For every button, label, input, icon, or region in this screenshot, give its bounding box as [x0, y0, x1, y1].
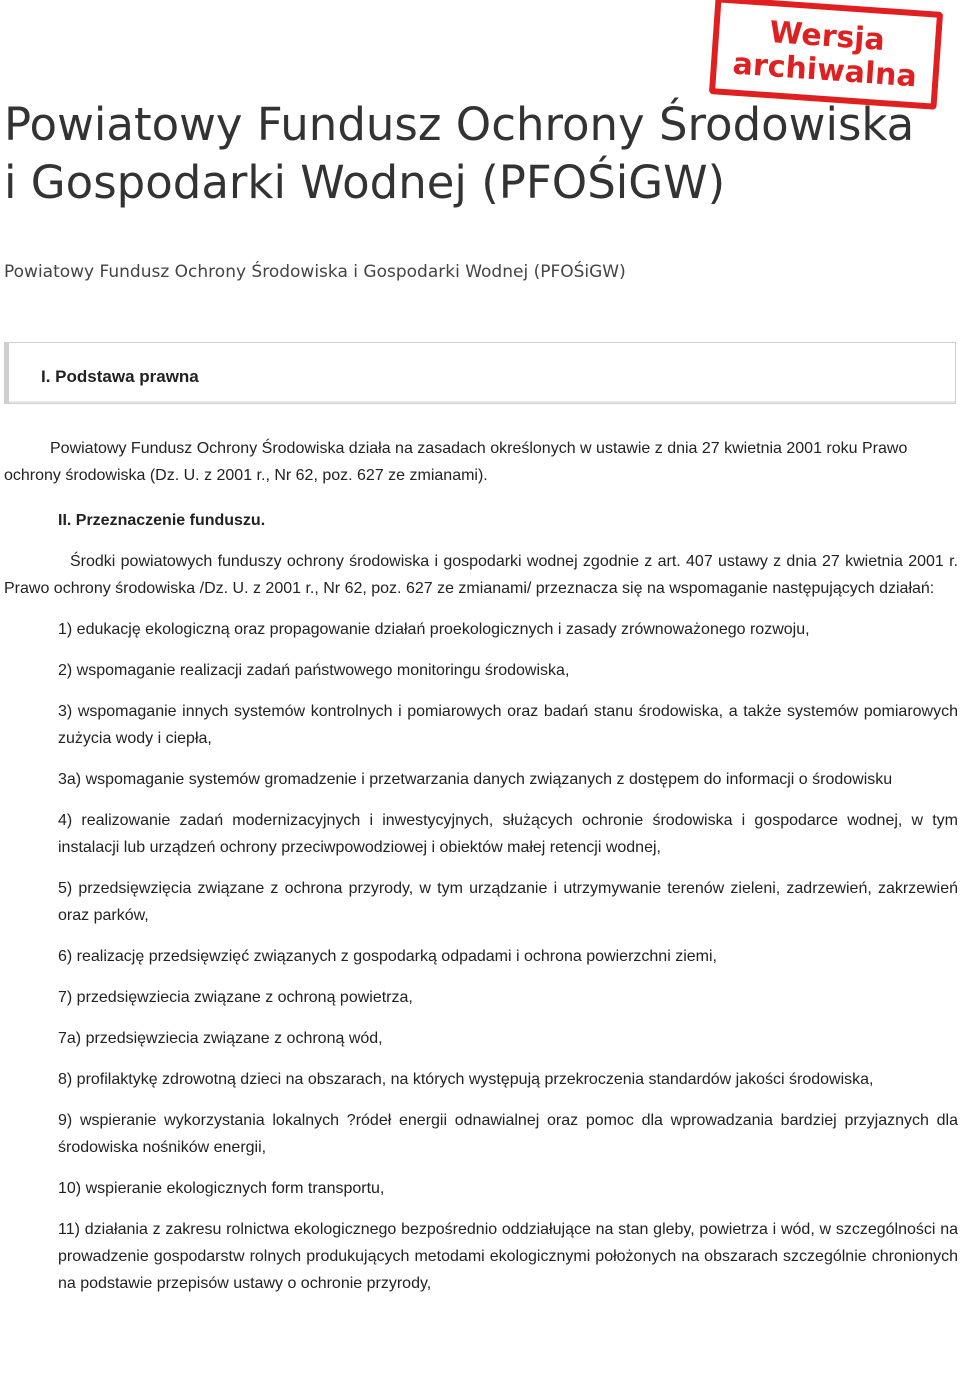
document-content: [4, 435, 958, 1311]
list-item: 3a) wspomaganie systemów gromadzenie i przetwarzania danych związanych z dostępem do informacji o środowisku: [58, 771, 893, 788]
list-item: 5) przedsięwzięcia związane z ochrona przyrody, w tym urządzanie i utrzymywanie terenów zieleni, zadrzewień, zakrzewień oraz parków,: [58, 880, 958, 924]
purpose-intro-text: Środki powiatowych funduszy ochrony środowiska i gospodarki wodnej zgodnie z art. 407 ustawy z dnia 27 kwietnia 2001 r. Prawo ochrony środowiska /Dz. U. z 2001 r., Nr 62, poz. 627 ze zmianami/ przeznacza się na wspomaganie następujących działań:: [4, 553, 958, 597]
archive-stamp: [709, 0, 943, 110]
purpose-list: [4, 616, 958, 1297]
page-title-line-1: Powiatowy Fundusz Ochrony Środowiska: [4, 98, 915, 151]
list-item: 7a) przedsięwziecia związane z ochroną wód,: [58, 1030, 383, 1047]
list-item: 8) profilaktykę zdrowotną dzieci na obszarach, na których występują przekroczenia standardów jakości środowiska,: [58, 1071, 874, 1088]
section-heading-legal-basis: I. Podstawa prawna: [41, 367, 199, 386]
list-item: 7) przedsięwziecia związane z ochroną powietrza,: [58, 989, 413, 1006]
page-subtitle: Powiatowy Fundusz Ochrony Środowiska i Gospodarki Wodnej (PFOŚiGW): [4, 262, 626, 282]
list-item: 2) wspomaganie realizacji zadań państwowego monitoringu środowiska,: [58, 662, 570, 679]
list-item: 1) edukację ekologiczną oraz propagowanie działań proekologicznych i zasady zrównoważonego rozwoju,: [58, 621, 810, 638]
list-item: 3) wspomaganie innych systemów kontrolnych i pomiarowych oraz badań stanu środowiska, a także systemów pomiarowych zużycia wody i ciepła,: [58, 703, 958, 747]
list-item: 9) wspieranie wykorzystania lokalnych ?ródeł energii odnawialnej oraz pomoc dla wprowadzania bardziej przyjaznych dla środowiska nośników energii,: [58, 1112, 958, 1156]
section-heading-purpose: II. Przeznaczenie funduszu.: [58, 512, 266, 529]
legal-basis-text: Powiatowy Fundusz Ochrony Środowiska działa na zasadach określonych w ustawie z dnia 27 kwietnia 2001 roku Prawo ochrony środowiska (Dz. U. z 2001 r., Nr 62, poz. 627 ze zmianami).: [4, 440, 908, 484]
section-heading-bar: [4, 342, 956, 404]
list-item: 4) realizowanie zadań modernizacyjnych i inwestycyjnych, służących ochronie środowiska i gospodarce wodnej, w tym instalacji lub urządzeń ochrony przeciwpowodziowej i obiektów małej retencji wodnej,: [58, 812, 958, 856]
stamp-line-2: archiwalna: [731, 46, 918, 95]
stamp-line-1: Wersja: [768, 15, 886, 59]
list-item: 6) realizację przedsięwzięć związanych z gospodarką odpadami i ochrona powierzchni ziemi,: [58, 948, 717, 965]
page-title: [4, 96, 954, 212]
page-title-line-2: i Gospodarki Wodnej (PFOŚiGW): [4, 156, 726, 209]
list-item: 10) wspieranie ekologicznych form transportu,: [58, 1180, 385, 1197]
list-item: 11) działania z zakresu rolnictwa ekologicznego bezpośrednio oddziałujące na stan gleby, powietrza i wód, w szczególności na prowadzenie gospodarstw rolnych produkujących metodami ekologicznymi położonych na obszarach szczególnie chronionych na podstawie przepisów ustawy o ochronie przyrody,: [58, 1221, 958, 1292]
